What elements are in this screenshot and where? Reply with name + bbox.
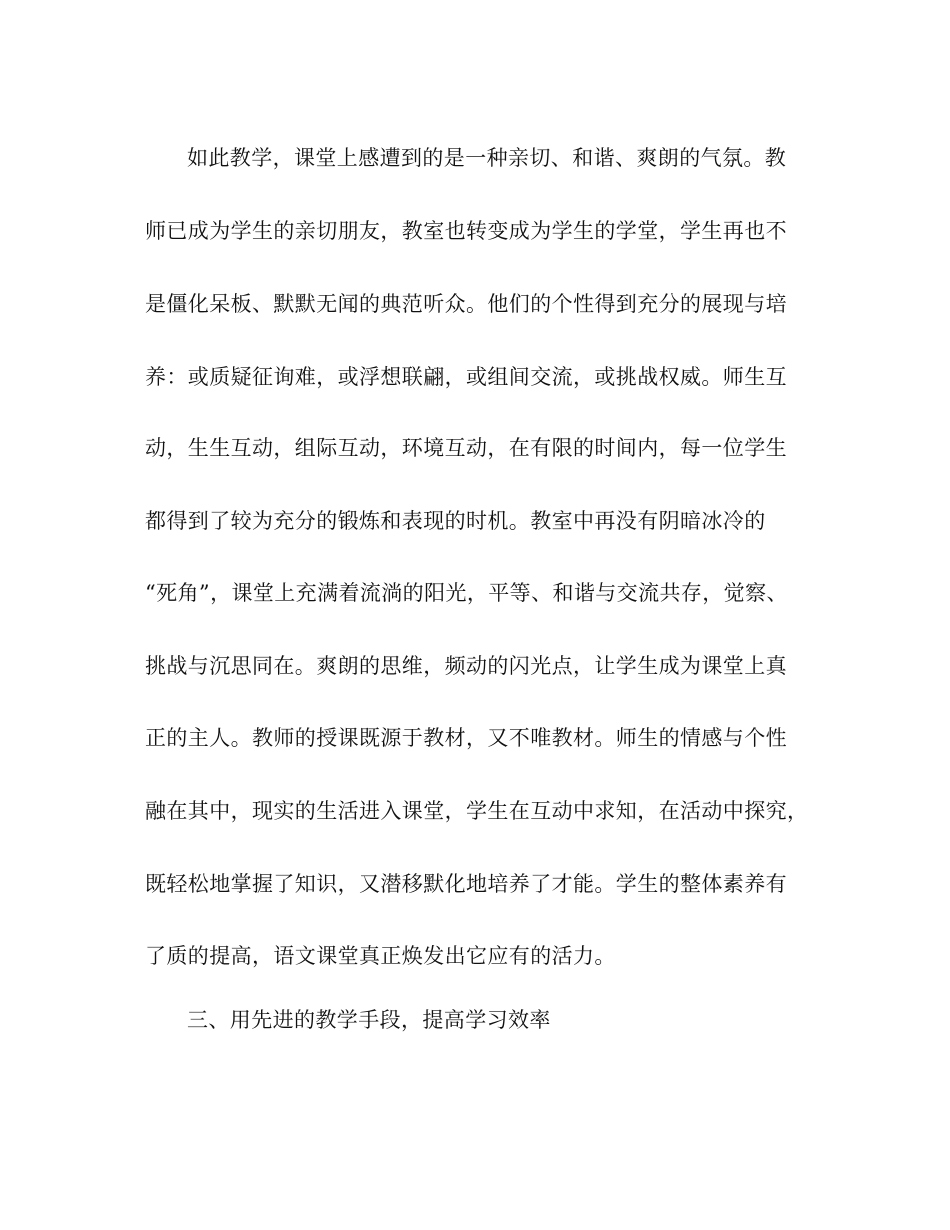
paragraph-line: 正的主人。教师的授课既源于教材，又不唯教材。师生的情感与个性 (145, 726, 787, 750)
paragraph-line: 如此教学，课堂上感遭到的是一种亲切、和谐、爽朗的气氛。教 (187, 146, 787, 170)
paragraph-line: 挑战与沉思同在。爽朗的思维，频动的闪光点，让学生成为课堂上真 (145, 654, 787, 678)
paragraph-line: 是僵化呆板、默默无闻的典范听众。他们的个性得到充分的展现与培 (145, 292, 787, 316)
paragraph-line: 融在其中，现实的生活进入课堂，学生在互动中求知，在活动中探究， (145, 799, 809, 823)
paragraph-line: “死角”，课堂上充满着流淌的阳光，平等、和谐与交流共存，觉察、 (145, 581, 788, 605)
paragraph-line: 既轻松地掌握了知识，又潜移默化地培养了才能。学生的整体素养有 (145, 872, 787, 896)
paragraph-line: 都得到了较为充分的锻炼和表现的时机。教室中再没有阴暗冰冷的 (145, 509, 766, 533)
paragraph-line: 师已成为学生的亲切朋友，教室也转变成为学生的学堂，学生再也不 (145, 219, 787, 243)
section-heading: 三、用先进的教学手段，提高学习效率 (187, 1008, 551, 1032)
paragraph-line: 养：或质疑征询难，或浮想联翩，或组间交流，或挑战权威。师生互 (145, 365, 787, 389)
paragraph-line: 了质的提高，语文课堂真正焕发出它应有的活力。 (145, 944, 616, 968)
paragraph-line: 动，生生互动，组际互动，环境互动，在有限的时间内，每一位学生 (145, 436, 787, 460)
